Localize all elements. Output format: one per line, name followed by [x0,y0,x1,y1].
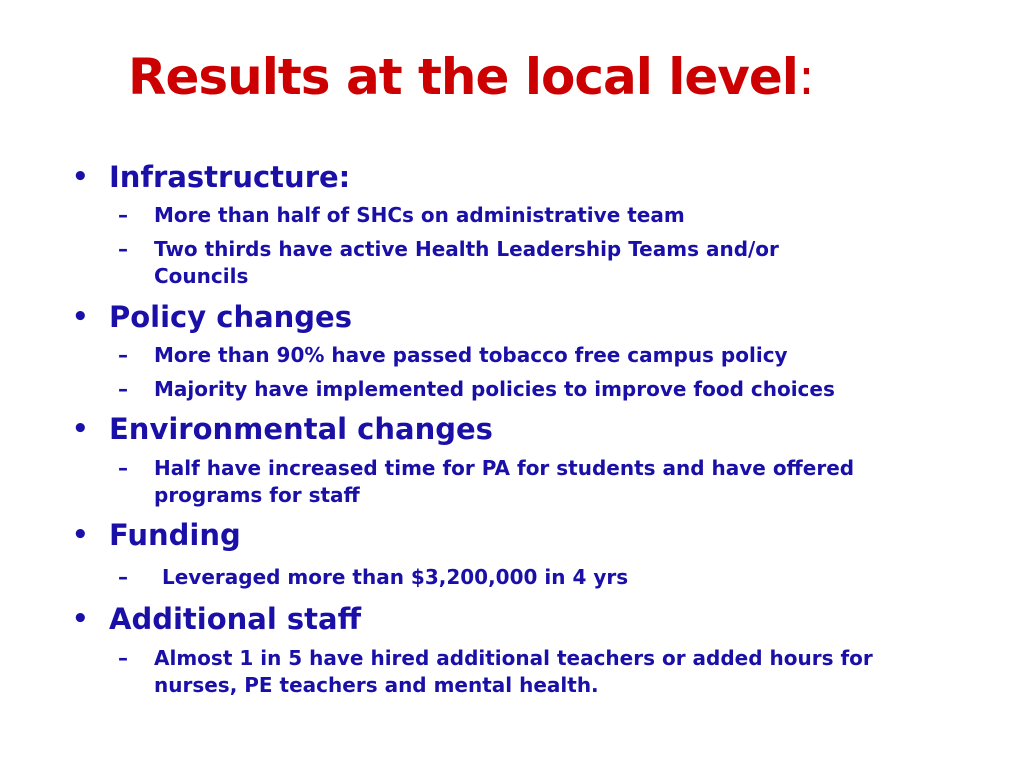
sub-bullet-item [118,645,948,699]
dash-icon: – [118,343,128,367]
sub-bullet-text: Almost 1 in 5 have hired additional teachers or added hours for nurses, PE teachers and mental health. [154,646,873,697]
sub-bullet-text: More than half of SHCs on administrative team [154,203,685,227]
sub-bullet-item [118,342,938,369]
sub-bullet-text: More than 90% have passed tobacco free campus policy [154,343,788,367]
sub-bullet-item [118,564,938,591]
sub-bullet-item [118,376,938,403]
dash-icon: – [118,377,128,401]
bullet-icon: • [72,604,89,634]
bullet-heading: Policy changes [109,300,352,334]
bullet-icon: • [72,302,89,332]
bullet-heading: Environmental changes [109,412,493,446]
sub-bullet-text: Leveraged more than $3,200,000 in 4 yrs [162,565,629,589]
dash-icon: – [118,646,128,670]
dash-icon: – [118,565,128,589]
sub-bullet-text: Majority have implemented policies to improve food choices [154,377,835,401]
bullet-icon: • [72,414,89,444]
bullet-heading: Infrastructure: [109,160,351,194]
slide-title-text: Results at the local level [128,48,798,106]
dash-icon: – [118,456,128,480]
dash-icon: – [118,237,128,261]
bullet-heading: Additional staff [109,602,362,636]
bullet-icon: • [72,162,89,192]
bullet-icon: • [72,520,89,550]
sub-bullet-text: Half have increased time for PA for students and have offered programs for staff [154,456,855,507]
sub-bullet-item [118,455,858,509]
slide-title-colon: : [797,48,814,106]
sub-bullet-item [118,202,938,229]
dash-icon: – [118,203,128,227]
sub-bullet-item [118,236,878,290]
slide-title [128,46,814,108]
bullet-heading: Funding [109,518,241,552]
sub-bullet-text: Two thirds have active Health Leadership Teams and/or Councils [154,237,779,288]
